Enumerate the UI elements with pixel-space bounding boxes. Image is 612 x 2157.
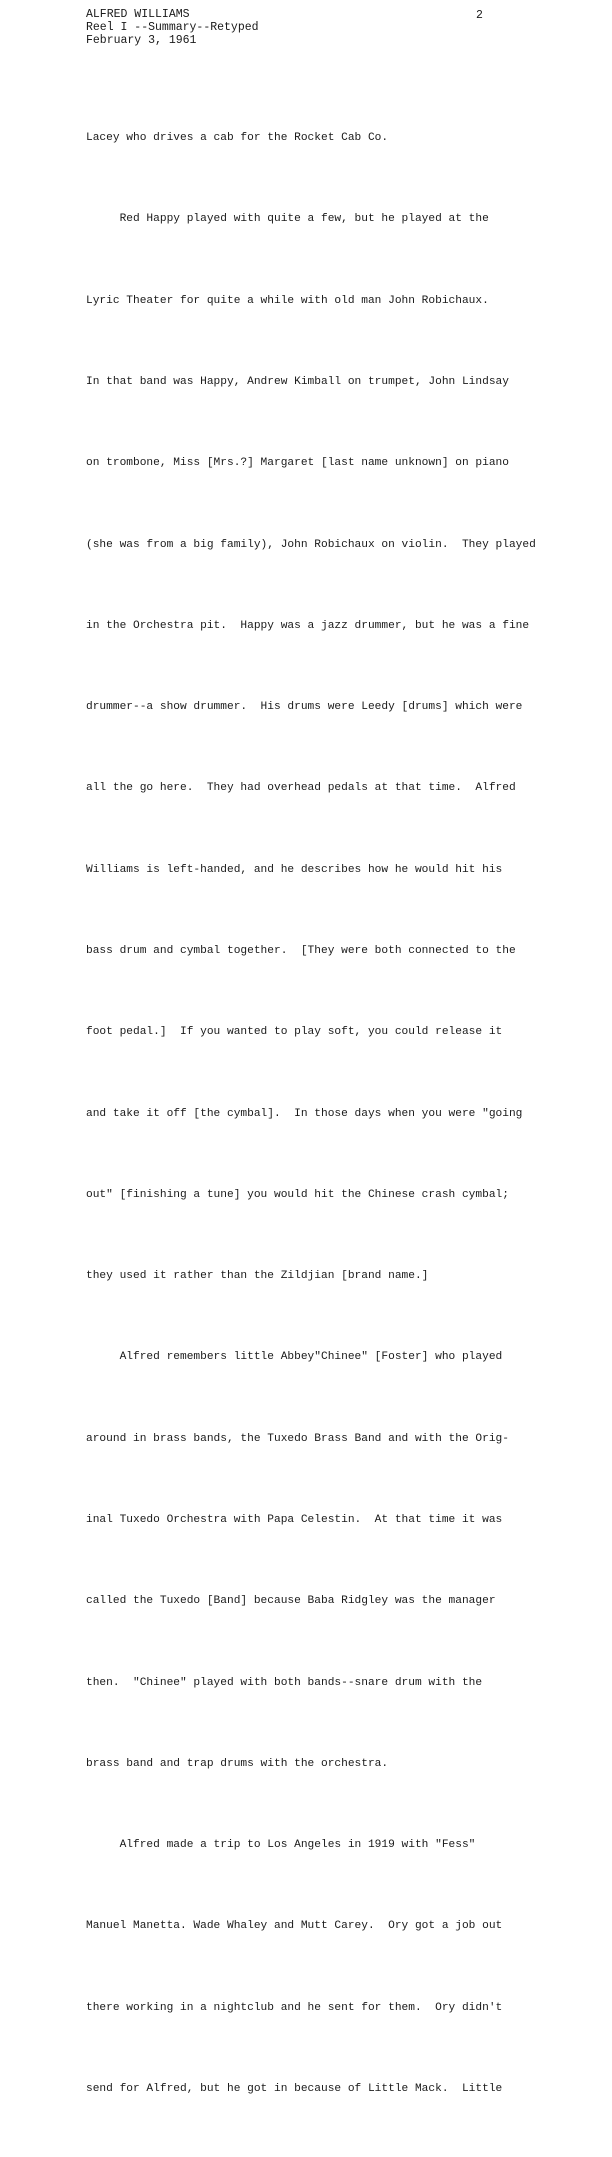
text-line: all the go here. They had overhead pedals at that time. Alfred: [86, 782, 516, 795]
text-line: In that band was Happy, Andrew Kimball on trumpet, John Lindsay: [86, 376, 509, 389]
text-line: then. "Chinee" played with both bands--snare drum with the: [86, 1676, 483, 1689]
document-header: [86, 8, 259, 47]
text-line: (she was from a big family), John Robichaux on violin. They played: [86, 538, 536, 551]
header-name: ALFRED WILLIAMS: [86, 8, 190, 21]
text-line: foot pedal.] If you wanted to play soft, you could release it: [86, 1026, 503, 1039]
text-line: Lyric Theater for quite a while with old man John Robichaux.: [86, 294, 489, 307]
text-line: Red Happy played with quite a few, but he played at the: [86, 213, 489, 226]
header-date: February 3, 1961: [86, 34, 197, 47]
text-line: Alfred remembers little Abbey"Chinee" [Foster] who played: [86, 1351, 503, 1364]
page-number: 2: [476, 9, 483, 22]
header-reel: Reel I --Summary--Retyped: [86, 21, 259, 34]
text-line: Manuel Manetta. Wade Whaley and Mutt Carey. Ory got a job out: [86, 1920, 503, 1933]
document-body: [86, 71, 606, 2157]
text-line: on trombone, Miss [Mrs.?] Margaret [last name unknown] on piano: [86, 457, 509, 470]
text-line: send for Alfred, but he got in because of Little Mack. Little: [86, 2082, 503, 2095]
text-line: Lacey who drives a cab for the Rocket Cab Co.: [86, 132, 389, 145]
text-line: inal Tuxedo Orchestra with Papa Celestin. At that time it was: [86, 1513, 503, 1526]
text-line: out" [finishing a tune] you would hit the Chinese crash cymbal;: [86, 1188, 509, 1201]
text-line: Alfred made a trip to Los Angeles in 1919 with "Fess": [86, 1839, 476, 1852]
text-line: called the Tuxedo [Band] because Baba Ridgley was the manager: [86, 1595, 496, 1608]
text-line: around in brass bands, the Tuxedo Brass Band and with the Orig-: [86, 1432, 509, 1445]
text-line: and take it off [the cymbal]. In those days when you were "going: [86, 1107, 523, 1120]
text-line: Williams is left-handed, and he describes how he would hit his: [86, 863, 503, 876]
text-line: in the Orchestra pit. Happy was a jazz drummer, but he was a fine: [86, 619, 530, 632]
text-line: brass band and trap drums with the orchestra.: [86, 1757, 389, 1770]
text-line: there working in a nightclub and he sent for them. Ory didn't: [86, 2001, 503, 2014]
text-line: drummer--a show drummer. His drums were Leedy [drums] which were: [86, 701, 523, 714]
text-line: they used it rather than the Zildjian [brand name.]: [86, 1270, 429, 1283]
text-line: bass drum and cymbal together. [They were both connected to the: [86, 945, 516, 957]
